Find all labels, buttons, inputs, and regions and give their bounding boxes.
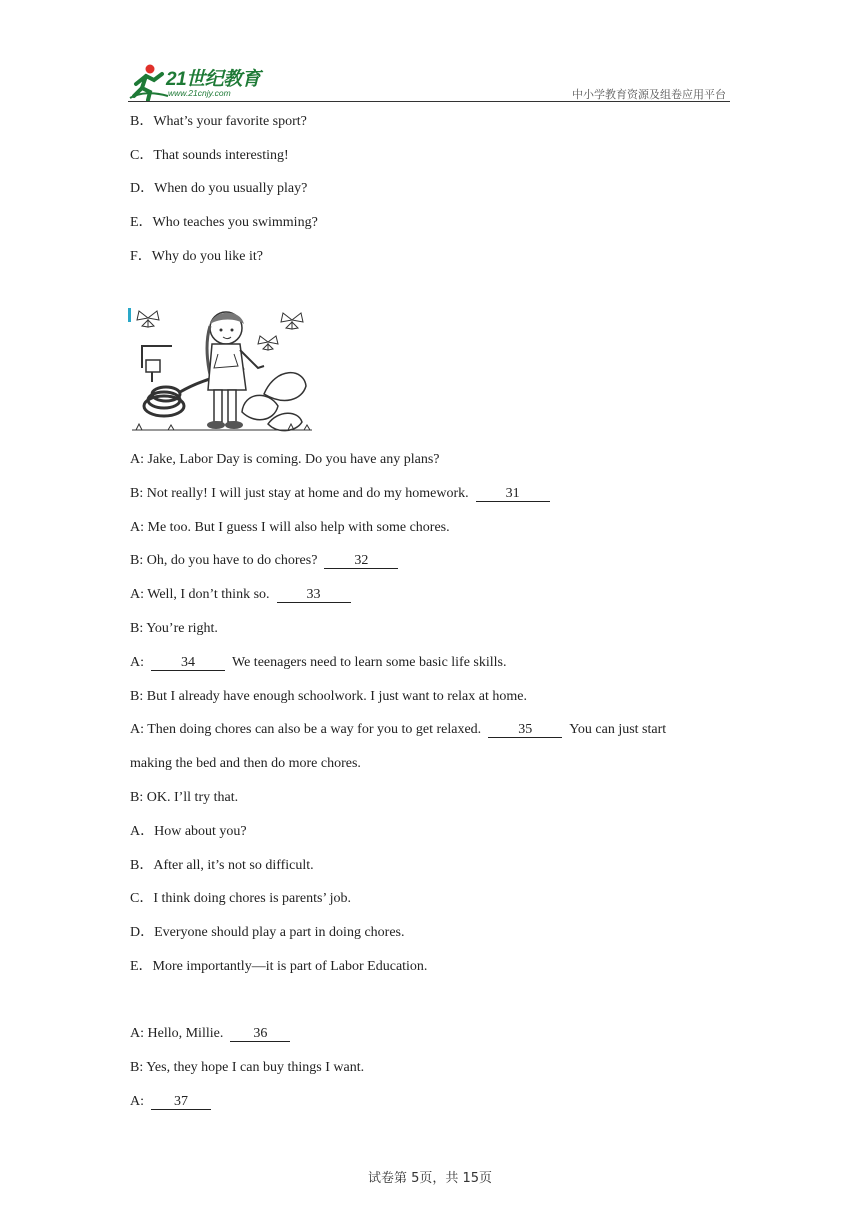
- option-line: C．That sounds interesting!: [130, 148, 289, 163]
- dialogue-text: A:: [130, 1094, 144, 1109]
- option-line: D．Everyone should play a part in doing chores.: [130, 925, 405, 940]
- dialogue-line: [130, 655, 507, 671]
- dialogue-text: A: Hello, Millie.: [130, 1026, 224, 1041]
- dialogue-text: B: Oh, do you have to do chores?: [130, 553, 318, 568]
- dialogue-text: You can just start: [569, 722, 667, 737]
- option-line: E．Who teaches you swimming?: [130, 215, 318, 230]
- page-footer: 试卷第 5页，共 15页: [367, 1171, 493, 1186]
- answer-blank-32[interactable]: 32: [324, 554, 398, 569]
- dialogue-line: A: Me too. But I guess I will also help with some chores.: [130, 520, 450, 535]
- dialogue-text: A:: [130, 655, 144, 670]
- option-line: C．I think doing chores is parents’ job.: [130, 891, 351, 906]
- dialogue-line: [130, 1026, 290, 1042]
- option-line: E．More importantly—it is part of Labor Education.: [130, 959, 428, 974]
- dialogue-line: B: Yes, they hope I can buy things I want.: [130, 1060, 365, 1075]
- answer-blank-31[interactable]: 31: [476, 487, 550, 502]
- dialogue-line: [130, 1094, 211, 1110]
- logo-brand-text: 21世纪教育: [166, 69, 261, 90]
- dialogue-text: A: Well, I don’t think so.: [130, 587, 270, 602]
- site-logo: [128, 62, 278, 102]
- dialogue-line: B: But I already have enough schoolwork. I just want to relax at home.: [130, 689, 527, 704]
- answer-blank-37[interactable]: 37: [151, 1095, 211, 1110]
- dialogue-text: A: Then doing chores can also be a way for you to get relaxed.: [130, 722, 482, 737]
- girl-watering-illustration: [128, 306, 312, 438]
- dialogue-line: [130, 722, 666, 738]
- option-line: B．What’s your favorite sport?: [130, 114, 307, 129]
- platform-name: 中小学教育资源及组卷应用平台: [572, 88, 726, 101]
- answer-blank-35[interactable]: 35: [488, 723, 562, 738]
- header-divider: [128, 101, 730, 102]
- dialogue-line: [130, 587, 351, 603]
- option-line: D．When do you usually play?: [130, 181, 308, 196]
- dialogue-line: B: OK. I’ll try that.: [130, 790, 239, 805]
- runner-icon: [128, 62, 168, 102]
- dialogue-line: B: You’re right.: [130, 621, 218, 636]
- option-line: B．After all, it’s not so difficult.: [130, 858, 314, 873]
- dialogue-line: making the bed and then do more chores.: [130, 756, 361, 771]
- option-line: F．Why do you like it?: [130, 249, 263, 264]
- dialogue-line: A: Jake, Labor Day is coming. Do you have any plans?: [130, 452, 440, 467]
- option-line: A．How about you?: [130, 824, 247, 839]
- dialogue-text: We teenagers need to learn some basic life skills.: [232, 655, 507, 670]
- answer-blank-36[interactable]: 36: [230, 1027, 290, 1042]
- dialogue-line: [130, 553, 398, 569]
- logo-url-text: www.21cnjy.com: [168, 88, 231, 98]
- answer-blank-34[interactable]: 34: [151, 656, 225, 671]
- page-header: [128, 60, 730, 104]
- dialogue-line: [130, 486, 550, 502]
- answer-blank-33[interactable]: 33: [277, 588, 351, 603]
- dialogue-text: B: Not really! I will just stay at home and do my homework.: [130, 486, 469, 501]
